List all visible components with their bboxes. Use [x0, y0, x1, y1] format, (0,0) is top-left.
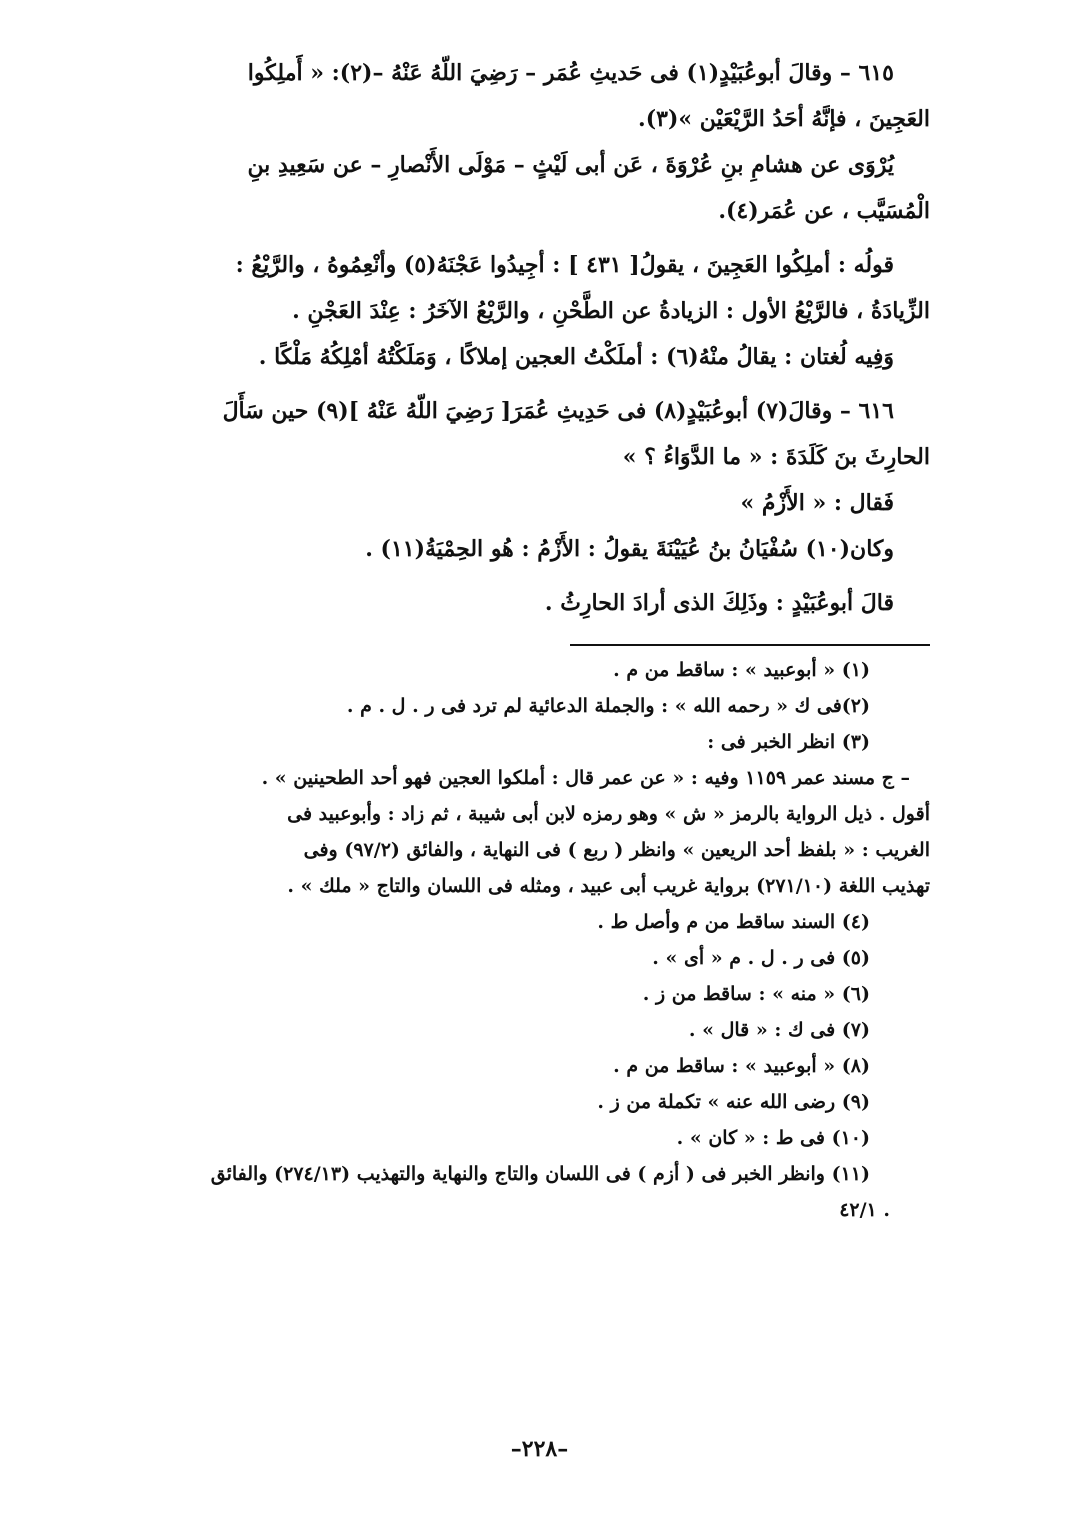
page-number: –٢٢٨– — [510, 1436, 569, 1462]
commentary-line-2: الزِّيادَةُ ، فالرَّيْعُ الأول : الزيادةُ عن الطَّحْنِ ، والرَّيْعُ الآخَرُ : عِنْدَ العَجْنِ . — [292, 298, 930, 324]
footnote-11: (١١) وانظر الخبر فى ( أزم ) فى اللسان والتاج والنهاية والتهذيب (٢٧٤/١٣) والفائق — [210, 1163, 870, 1185]
paragraph-616-line-1: ٦١٦ – وقالَ(٧) أبوعُبَيْدٍ(٨) فى حَدِيثِ عُمَرَ[ رَضِيَ اللّهُ عَنْهُ ](٩) حين سَأَلَ — [222, 398, 894, 424]
document-page — [160, 50, 930, 1228]
footnote-2: (٢)فى ك « رحمه الله » : والجملة الدعائية لم ترد فى ر . ل . م . — [346, 695, 870, 717]
paragraph-615-line-2: العَجِينَ ، فإنَّهُ أحَدُ الرَّيْعَيْن »(٣). — [638, 106, 930, 132]
paragraph-615-line-1: ٦١٥ – وقالَ أبوعُبَيْدٍ(١) فى حَديثِ عُمَر – رَضِيَ اللّهُ عَنْهُ –(٢): « أَملِكُوا — [247, 60, 894, 86]
paragraph-616-line-5: قالَ أبوعُبَيْدٍ : وذَلِكَ الذى أرادَ الحارِثُ . — [544, 590, 894, 616]
footnote-1: (١) « أبوعبيد » : ساقط من م . — [613, 659, 870, 681]
footnote-3-line-2: – ج مسند عمر ١١٥٩ وفيه : « عن عمر قال : أملكوا العجين فهو أحد الطحينين » . — [261, 767, 910, 789]
footnote-3: (٣) انظر الخبر فى : — [707, 731, 870, 753]
footnote-5: (٥) فى ر . ل . م « أى » . — [652, 947, 870, 969]
footnote-7: (٧) فى ك : « قال » . — [688, 1019, 870, 1041]
footnote-10: (١٠) فى ط : « كان » . — [676, 1127, 870, 1149]
footnote-divider — [570, 644, 930, 646]
paragraph-616-line-4: وكان(١٠) سُفْيَانُ بنُ عُيَيْنَةَ يقولُ : الأَزْمُ : هُو الحِمْيَةُ(١١) . — [365, 536, 894, 562]
commentary-line-1: قولُه : أملِكُوا العَجِينَ ، يقولُ[ ٤٣١ ] : أجِيدُوا عَجْنَهُ(٥) وأنْعِمُوهُ ، والرَّيْعُ : — [235, 252, 894, 278]
footnotes — [160, 652, 930, 1228]
paragraph-616-line-2: الحارِثَ بنَ كَلَدَةَ : « ما الدَّوَاءُ ؟ » — [622, 444, 930, 470]
isnad-line-1: يُرْوَى عن هشامِ بنِ عُرْوَةَ ، عَن أبى لَيْثٍ – مَوْلَى الأَنْصارِ – عن سَعِيدِ بنِ — [247, 152, 894, 178]
paragraph-616-line-3: فَقال : « الأَزْمُ » — [740, 490, 894, 516]
footnote-11-line-2: . ٤٢/١ — [839, 1199, 890, 1221]
isnad-line-2: الْمُسَيَّب ، عن عُمَر(٤). — [718, 198, 930, 224]
footnote-3-line-4: الغريب : « بلفظ أحد الريعين » وانظر ( ربع ) فى النهاية ، والفائق (٩٧/٢) وفى — [303, 839, 930, 861]
footnote-3-line-3: أقول . ذيل الرواية بالرمز « ش » وهو رمزه لابن أبى شيبة ، ثم زاد : وأبوعبيد فى — [287, 803, 930, 825]
footnote-8: (٨) « أبوعبيد » : ساقط من م . — [613, 1055, 870, 1077]
footnote-4: (٤) السند ساقط من م وأصل ط . — [597, 911, 870, 933]
main-text — [160, 50, 930, 626]
footnote-3-line-5: تهذيب اللغة (٢٧١/١٠) برواية غريب أبى عبيد ، ومثله فى اللسان والتاج « ملك » . — [287, 875, 930, 897]
footnote-6: (٦) « منه » : ساقط من ز . — [642, 983, 870, 1005]
footnote-9: (٩) رضى الله عنه » تكملة من ز . — [597, 1091, 870, 1113]
commentary-line-3: وَفِيه لُغتان : يقالُ منْهُ(٦) : أملَكْتُ العجين إملاكًا ، وَمَلَكْتُهُ أمْلِكُهُ مَلْكًا . — [258, 344, 894, 370]
